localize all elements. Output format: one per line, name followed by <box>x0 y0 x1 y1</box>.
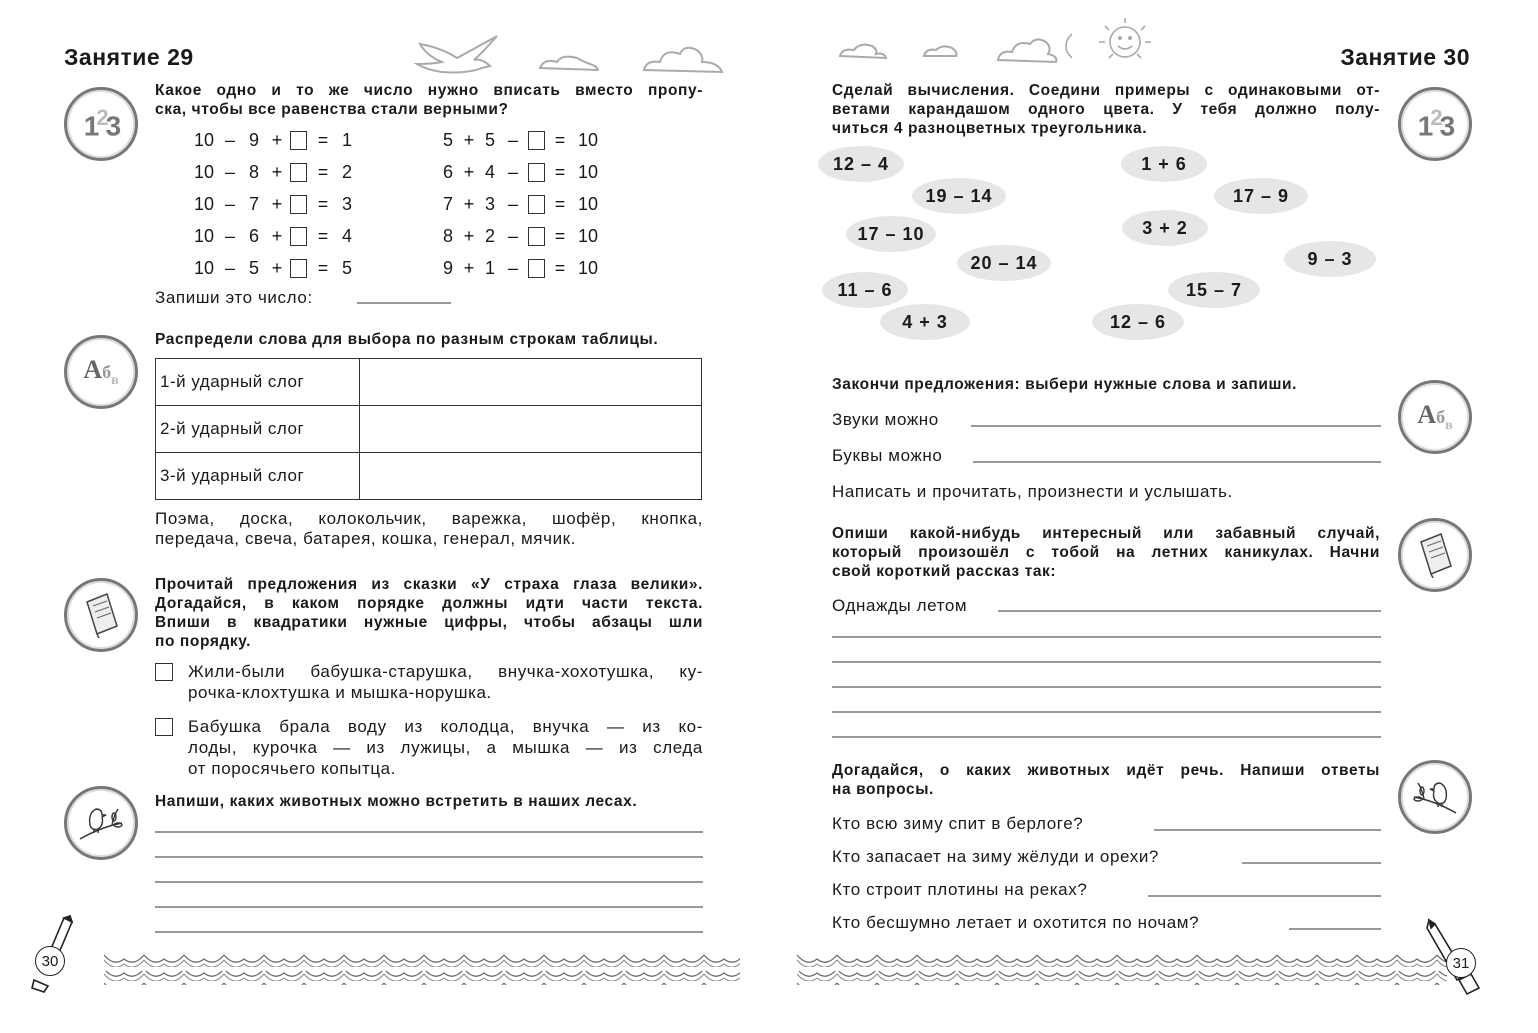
task2-prompt: Распредели слова для выбора по разным строкам таблицы. <box>155 331 659 348</box>
answer-line[interactable] <box>155 906 703 908</box>
equation-row: 7 + 3 – = 10 <box>442 193 599 214</box>
answer-line[interactable] <box>832 736 1381 738</box>
example-oval[interactable]: 1 + 6 <box>1121 146 1207 182</box>
answer-line[interactable] <box>973 461 1381 463</box>
story-part: Бабушка брала воду из колодца, внучка — из ко- лоды, курочка — из лужицы, а мышка — из следа от поросячьего копытца. <box>155 716 703 779</box>
equation-row: 10 – 9 + = 1 <box>193 129 352 150</box>
answer-cell[interactable] <box>360 453 702 500</box>
answer-box[interactable] <box>528 259 545 278</box>
equation-row: 10 – 6 + = 4 <box>193 225 352 246</box>
answer-line[interactable] <box>1154 829 1381 831</box>
order-checkbox[interactable] <box>155 718 173 736</box>
example-oval[interactable]: 9 – 3 <box>1284 241 1376 277</box>
table-row <box>156 453 702 500</box>
question: Кто всю зиму спит в берлоге? <box>832 814 1084 833</box>
answer-line[interactable] <box>832 636 1381 638</box>
task3-prompt: Опиши какой-нибудь интересный или забавный случай, который произошёл с тобой на летних каникулах. Начни свой короткий рассказ так: <box>832 525 1380 580</box>
answer-box[interactable] <box>528 227 545 246</box>
equation-row: 5 + 5 – = 10 <box>442 129 599 150</box>
example-oval[interactable]: 17 – 10 <box>846 216 936 252</box>
story-start-label: Однажды летом <box>832 596 968 615</box>
answer-line[interactable] <box>1242 862 1381 864</box>
example-oval[interactable]: 4 + 3 <box>880 304 970 340</box>
story-part: Жили-были бабушка-старушка, внучка-хохотушка, ку- рочка-клохтушка и мышка-норушка. <box>155 661 703 703</box>
waves-decoration <box>104 953 740 993</box>
answer-line[interactable] <box>155 831 703 833</box>
page-number: 30 <box>35 946 65 976</box>
page-title: Занятие 30 <box>1340 44 1470 70</box>
clouds-and-sun-decoration <box>832 28 1072 78</box>
answer-box[interactable] <box>528 131 545 150</box>
answer-line[interactable] <box>971 425 1381 427</box>
example-oval[interactable]: 3 + 2 <box>1122 210 1208 246</box>
answer-line[interactable] <box>832 711 1381 713</box>
sentence-label: Звуки можно <box>832 410 939 429</box>
example-oval[interactable]: 17 – 9 <box>1214 178 1308 214</box>
equation-row: 9 + 1 – = 10 <box>442 257 599 278</box>
bird-on-branch-icon <box>64 786 138 860</box>
book-icon <box>64 578 138 652</box>
question: Кто строит плотины на реках? <box>832 880 1088 899</box>
equation-row: 10 – 5 + = 5 <box>193 257 352 278</box>
row-label: 3-й ударный слог <box>156 453 360 500</box>
answer-line[interactable] <box>155 856 703 858</box>
bird-and-clouds-decoration <box>412 28 742 78</box>
letters-abv-icon: $Аб_в$ <box>1398 380 1472 454</box>
answer-box[interactable] <box>290 259 307 278</box>
word-choices: Написать и прочитать, произнести и услышать. <box>832 482 1233 501</box>
page-number: 31 <box>1446 948 1476 978</box>
equation-row: 10 – 7 + = 3 <box>193 193 352 214</box>
equations-left-column <box>192 124 355 284</box>
page-title: Занятие 29 <box>64 44 194 70</box>
waves-decoration <box>797 953 1447 993</box>
answer-line[interactable] <box>832 686 1381 688</box>
order-checkbox[interactable] <box>155 663 173 681</box>
word-list: Поэма, доска, колокольчик, варежка, шофёр, кнопка, передача, свеча, батарея, кошка, генерал, мячик. <box>155 509 703 548</box>
question: Кто запасает на зиму жёлуди и орехи? <box>832 847 1159 866</box>
example-oval[interactable]: 12 – 6 <box>1092 304 1184 340</box>
sun-icon <box>1095 16 1155 66</box>
answer-line[interactable] <box>998 610 1381 612</box>
example-oval[interactable]: 11 – 6 <box>822 272 908 308</box>
syllable-table <box>155 358 702 500</box>
table-row <box>156 406 702 453</box>
answer-line[interactable] <box>357 302 451 304</box>
answer-box[interactable] <box>290 131 307 150</box>
example-oval[interactable]: 20 – 14 <box>957 245 1051 281</box>
row-label: 1-й ударный слог <box>156 359 360 406</box>
answer-label: Запиши это число: <box>155 288 313 307</box>
letters-abv-icon: $Аб_в$ <box>64 335 138 409</box>
row-label: 2-й ударный слог <box>156 406 360 453</box>
example-oval[interactable]: 19 – 14 <box>912 178 1006 214</box>
equation-row: 8 + 2 – = 10 <box>442 225 599 246</box>
task1-prompt: Какое одно и то же число нужно вписать вместо пропу- ска, чтобы все равенства стали верными? <box>155 82 703 118</box>
answer-box[interactable] <box>290 195 307 214</box>
answer-line[interactable] <box>1148 895 1381 897</box>
sentence-label: Буквы можно <box>832 446 943 465</box>
equation-row: 6 + 4 – = 10 <box>442 161 599 182</box>
bird-on-branch-icon <box>1398 760 1472 834</box>
equation-row: 10 – 8 + = 2 <box>193 161 352 182</box>
example-oval[interactable]: 12 – 4 <box>818 146 904 182</box>
task3-prompt: Прочитай предложения из сказки «У страха глаза велики». Догадайся, в каком порядке должны идти части текста. Впиши в квадратики нужные цифры, чтобы абзацы шли по порядку. <box>155 576 703 650</box>
answer-box[interactable] <box>528 195 545 214</box>
answer-cell[interactable] <box>360 359 702 406</box>
task4-prompt: Напиши, каких животных можно встретить в наших лесах. <box>155 793 638 810</box>
table-row <box>156 359 702 406</box>
numbers-123-icon: $1^23$ <box>1398 87 1472 161</box>
answer-cell[interactable] <box>360 406 702 453</box>
equations-right-column <box>440 124 601 284</box>
task2-prompt: Закончи предложения: выбери нужные слова и запиши. <box>832 376 1298 393</box>
answer-line[interactable] <box>1289 928 1381 930</box>
answer-line[interactable] <box>832 661 1381 663</box>
answer-line[interactable] <box>155 931 703 933</box>
numbers-123-icon: $1^23$ <box>64 87 138 161</box>
answer-line[interactable] <box>155 881 703 883</box>
task4-prompt: Догадайся, о каких животных идёт речь. Напиши ответы на вопросы. <box>832 762 1380 798</box>
answer-box[interactable] <box>290 227 307 246</box>
answer-box[interactable] <box>290 163 307 182</box>
question: Кто бесшумно летает и охотится по ночам? <box>832 913 1200 932</box>
answer-box[interactable] <box>528 163 545 182</box>
book-icon <box>1398 518 1472 592</box>
task1-prompt: Сделай вычисления. Соедини примеры с одинаковыми от- ветами карандашом одного цвета. У тебя должно полу- читься 4 разноцветных треугольника. <box>832 82 1380 137</box>
example-oval[interactable]: 15 – 7 <box>1168 272 1260 308</box>
